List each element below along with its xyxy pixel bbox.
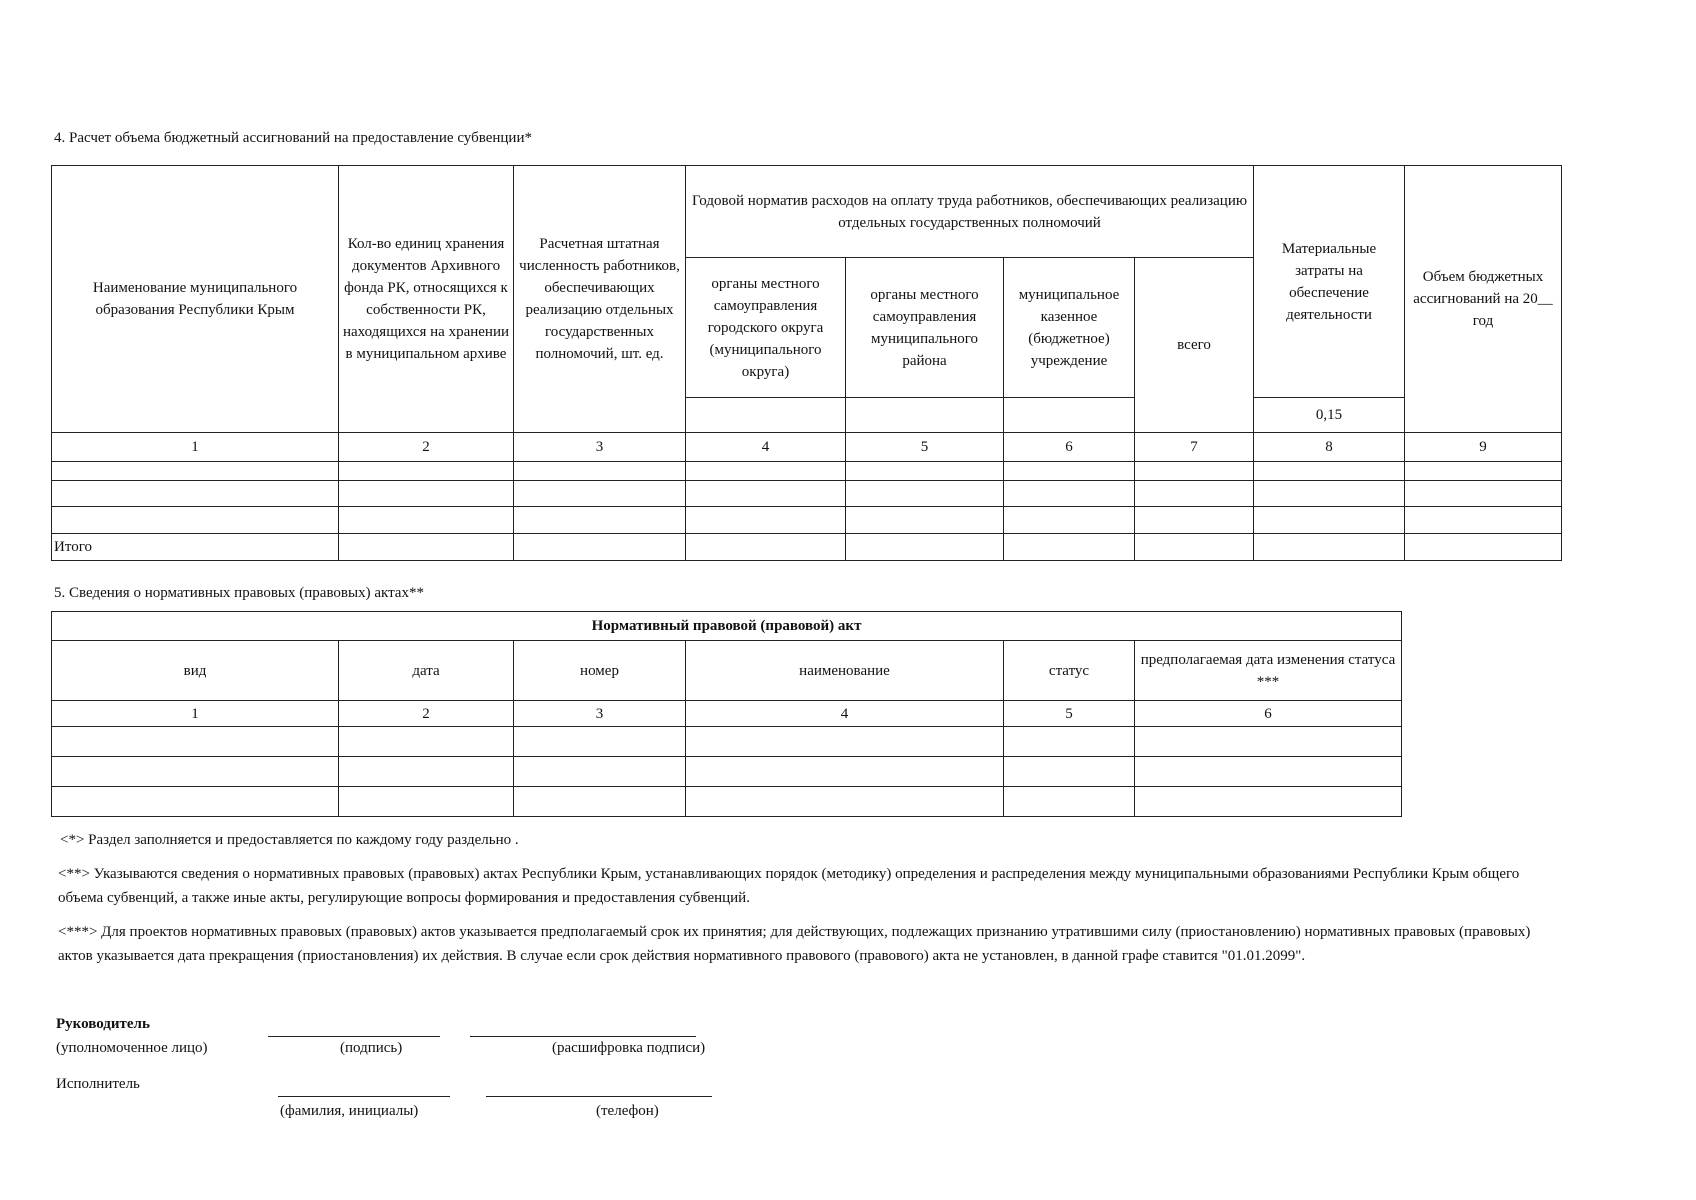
header-municipal-institution: муниципальное казенное (бюджетное) учреждение xyxy=(1004,258,1135,398)
head-label: Руководитель xyxy=(56,1016,150,1032)
table-row xyxy=(52,507,1562,534)
head-sublabel: (уполномоченное лицо) xyxy=(56,1040,208,1056)
fio-line xyxy=(278,1096,450,1097)
header-material-costs: Материальные затраты на обеспечение деятельности xyxy=(1254,166,1405,398)
signature-line xyxy=(268,1036,440,1037)
executor-label: Исполнитель xyxy=(56,1076,140,1092)
col-number: 2 xyxy=(339,701,514,727)
budget-calculation-table xyxy=(51,165,1562,561)
table-row xyxy=(52,757,1402,787)
legal-act-group-header: Нормативный правовой (правовой) акт xyxy=(52,612,1402,641)
col-number: 2 xyxy=(339,433,514,462)
col-number: 5 xyxy=(846,433,1004,462)
col-number: 4 xyxy=(686,701,1004,727)
header-storage-units: Кол-во единиц хранения документов Архивного фонда РК, относящихся к собственности РК, находящихся на хранении в муниципальном архиве xyxy=(339,166,514,433)
fio-caption: (фамилия, инициалы) xyxy=(280,1103,419,1119)
table-row xyxy=(52,462,1562,481)
header-municipality: Наименование муниципального образования Республики Крым xyxy=(52,166,339,433)
col-number: 3 xyxy=(514,701,686,727)
header-total: всего xyxy=(1135,258,1254,433)
table-row xyxy=(52,727,1402,757)
header-status-change-date: предполагаемая дата изменения статуса *** xyxy=(1135,641,1402,701)
table-row xyxy=(52,481,1562,507)
header-type: вид xyxy=(52,641,339,701)
footnote-3: <***> Для проектов нормативных правовых (правовых) актов указывается предполагаемый срок их принятия; для действующих, подлежащих признанию утратившими силу (приостановлению) нормативных правовых (правовых) актов указывается дата прекращения (приостановления) их действия. В случае если срок действия нормативного правового (правового) акта не установлен, в данной графе ставится "01.01.2099". xyxy=(58,924,1531,964)
decoding-line xyxy=(470,1036,696,1037)
col-number: 3 xyxy=(514,433,686,462)
col-number: 6 xyxy=(1004,433,1135,462)
col-number: 6 xyxy=(1135,701,1402,727)
header-status: статус xyxy=(1004,641,1135,701)
header-city-district-bodies: органы местного самоуправления городского округа (муниципального округа) xyxy=(686,258,846,398)
phone-line xyxy=(486,1096,712,1097)
legal-acts-table xyxy=(51,611,1402,817)
total-label: Итого xyxy=(52,534,339,561)
section4-title: 4. Расчет объема бюджетный ассигнований на предоставление субвенции* xyxy=(54,130,532,146)
col-number: 4 xyxy=(686,433,846,462)
header-number: номер xyxy=(514,641,686,701)
col-number: 5 xyxy=(1004,701,1135,727)
header-date: дата xyxy=(339,641,514,701)
col-number: 1 xyxy=(52,433,339,462)
decoding-caption: (расшифровка подписи) xyxy=(552,1040,706,1056)
footnote-2: <**> Указываются сведения о нормативных правовых (правовых) актах Республики Крым, устанавливающих порядок (методику) определения и распределения между муниципальными образованиями Республики Крым общего объема субвенций, а также иные акты, регулирующие вопросы формирования и предоставления субвенций. xyxy=(58,866,1520,906)
header-staff-count: Расчетная штатная численность работников, обеспечивающих реализацию отдельных государственных полномочий, шт. ед. xyxy=(514,166,686,433)
col-number: 9 xyxy=(1405,433,1562,462)
col-number: 1 xyxy=(52,701,339,727)
table-row xyxy=(52,787,1402,817)
material-costs-value: 0,15 xyxy=(1254,398,1405,433)
header-annual-norm: Годовой норматив расходов на оплату труда работников, обеспечивающих реализацию отдельных государственных полномочий xyxy=(686,166,1254,258)
header-budget-volume: Объем бюджетных ассигнований на 20__ год xyxy=(1405,166,1562,433)
col-number: 7 xyxy=(1135,433,1254,462)
phone-caption: (телефон) xyxy=(596,1103,659,1119)
signature-caption: (подпись) xyxy=(340,1040,403,1056)
col-number: 8 xyxy=(1254,433,1405,462)
header-municipal-district-bodies: органы местного самоуправления муниципального района xyxy=(846,258,1004,398)
header-name: наименование xyxy=(686,641,1004,701)
total-row xyxy=(52,534,1562,561)
footnote-1: <*> Раздел заполняется и предоставляется по каждому году раздельно . xyxy=(60,832,519,848)
section5-title: 5. Сведения о нормативных правовых (правовых) актах** xyxy=(54,585,424,601)
